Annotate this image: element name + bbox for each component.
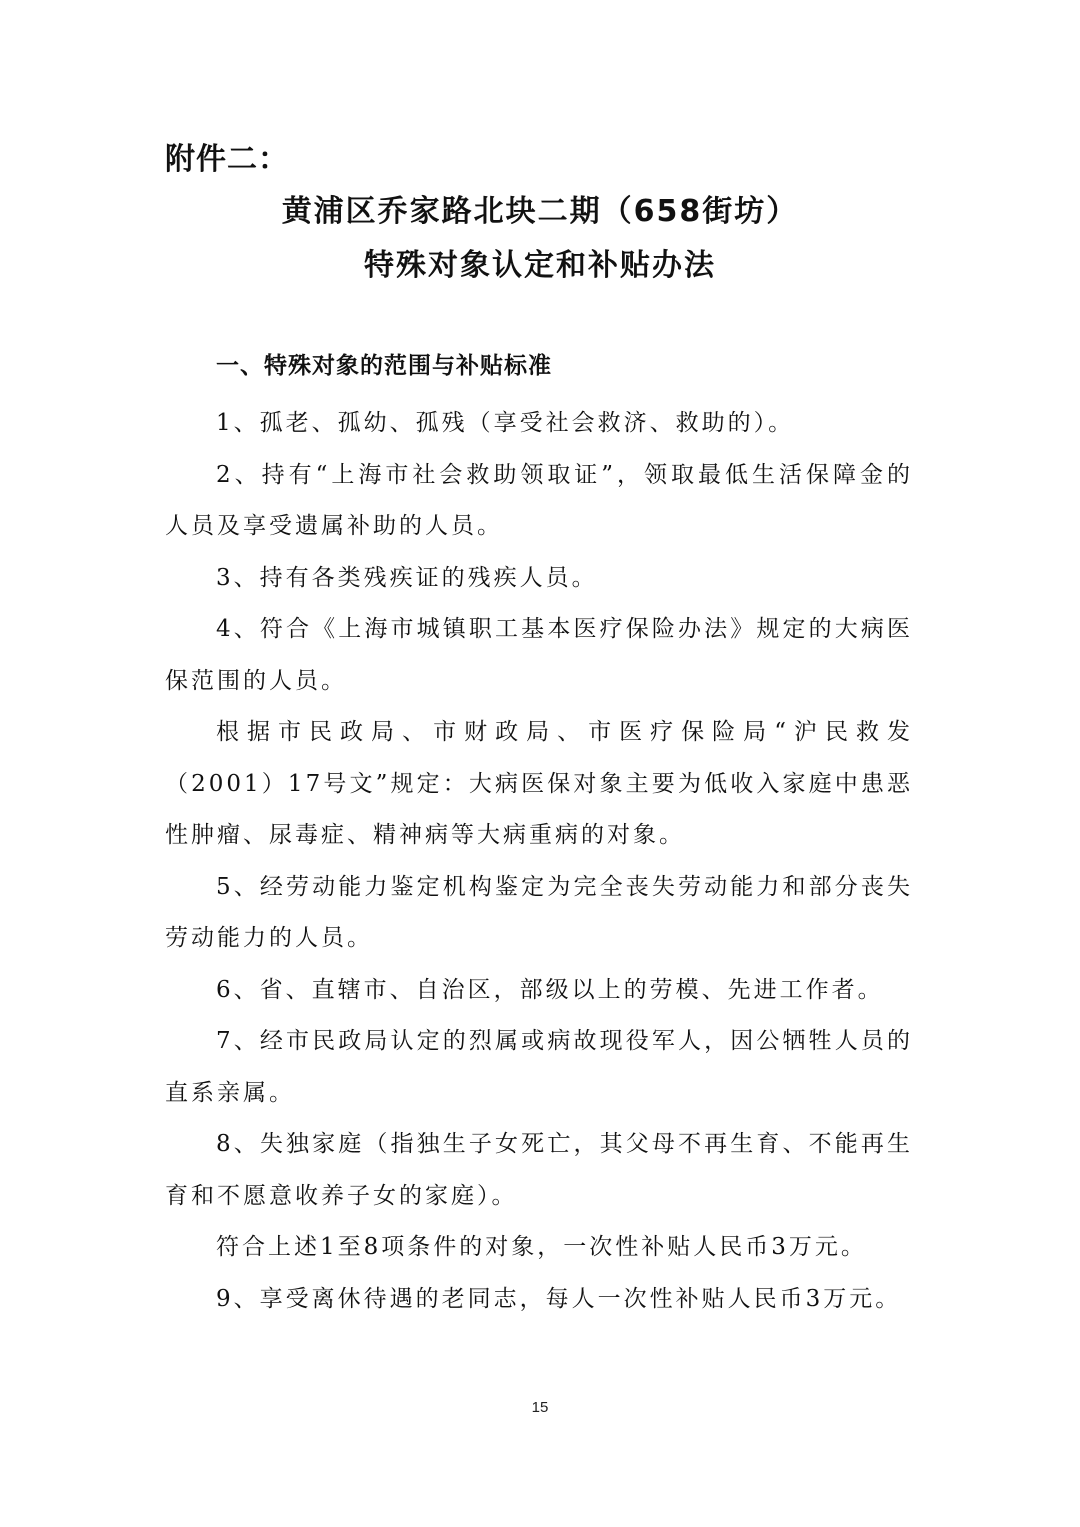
section-heading: 一、特殊对象的范围与补贴标准 — [216, 353, 552, 379]
document-title-line-1: 黄浦区乔家路北块二期（658街坊） — [281, 194, 799, 229]
paragraph-item-8: 8、失独家庭（指独生子女死亡，其父母不再生育、不能再生育和不愿意收养子女的家庭）。 — [165, 1131, 913, 1209]
paragraph-item-7: 7、经市民政局认定的烈属或病故现役军人，因公牺牲人员的直系亲属。 — [165, 1028, 913, 1106]
paragraph-item-2: 2、持有“上海市社会救助领取证”，领取最低生活保障金的人员及享受遗属补助的人员。 — [165, 461, 913, 539]
document-body — [165, 398, 913, 1325]
paragraph-item-5: 5、经劳动能力鉴定机构鉴定为完全丧失劳动能力和部分丧失劳动能力的人员。 — [165, 873, 913, 951]
document-title-line-2: 特殊对象认定和补贴办法 — [364, 248, 716, 283]
paragraph-item-3: 3、持有各类残疾证的残疾人员。 — [216, 564, 598, 591]
paragraph-note-critical-illness: 根据市民政局、市财政局、市医疗保险局“沪民救发（2001）17号文”规定：大病医保对象主要为低收入家庭中患恶性肿瘤、尿毒症、精神病等大病重病的对象。 — [165, 719, 913, 848]
paragraph-item-6: 6、省、直辖市、自治区，部级以上的劳模、先进工作者。 — [216, 976, 884, 1003]
attachment-label: 附件二： — [165, 142, 289, 177]
paragraph-item-1: 1、孤老、孤幼、孤残（享受社会救济、救助的）。 — [216, 410, 795, 436]
paragraph-item-4: 4、符合《上海市城镇职工基本医疗保险办法》规定的大病医保范围的人员。 — [165, 616, 913, 694]
page-number: 15 — [531, 1399, 549, 1416]
paragraph-subsidy-summary: 符合上述1至8项条件的对象，一次性补贴人民币3万元。 — [216, 1234, 867, 1260]
paragraph-item-9: 9、享受离休待遇的老同志，每人一次性补贴人民币3万元。 — [216, 1285, 902, 1312]
